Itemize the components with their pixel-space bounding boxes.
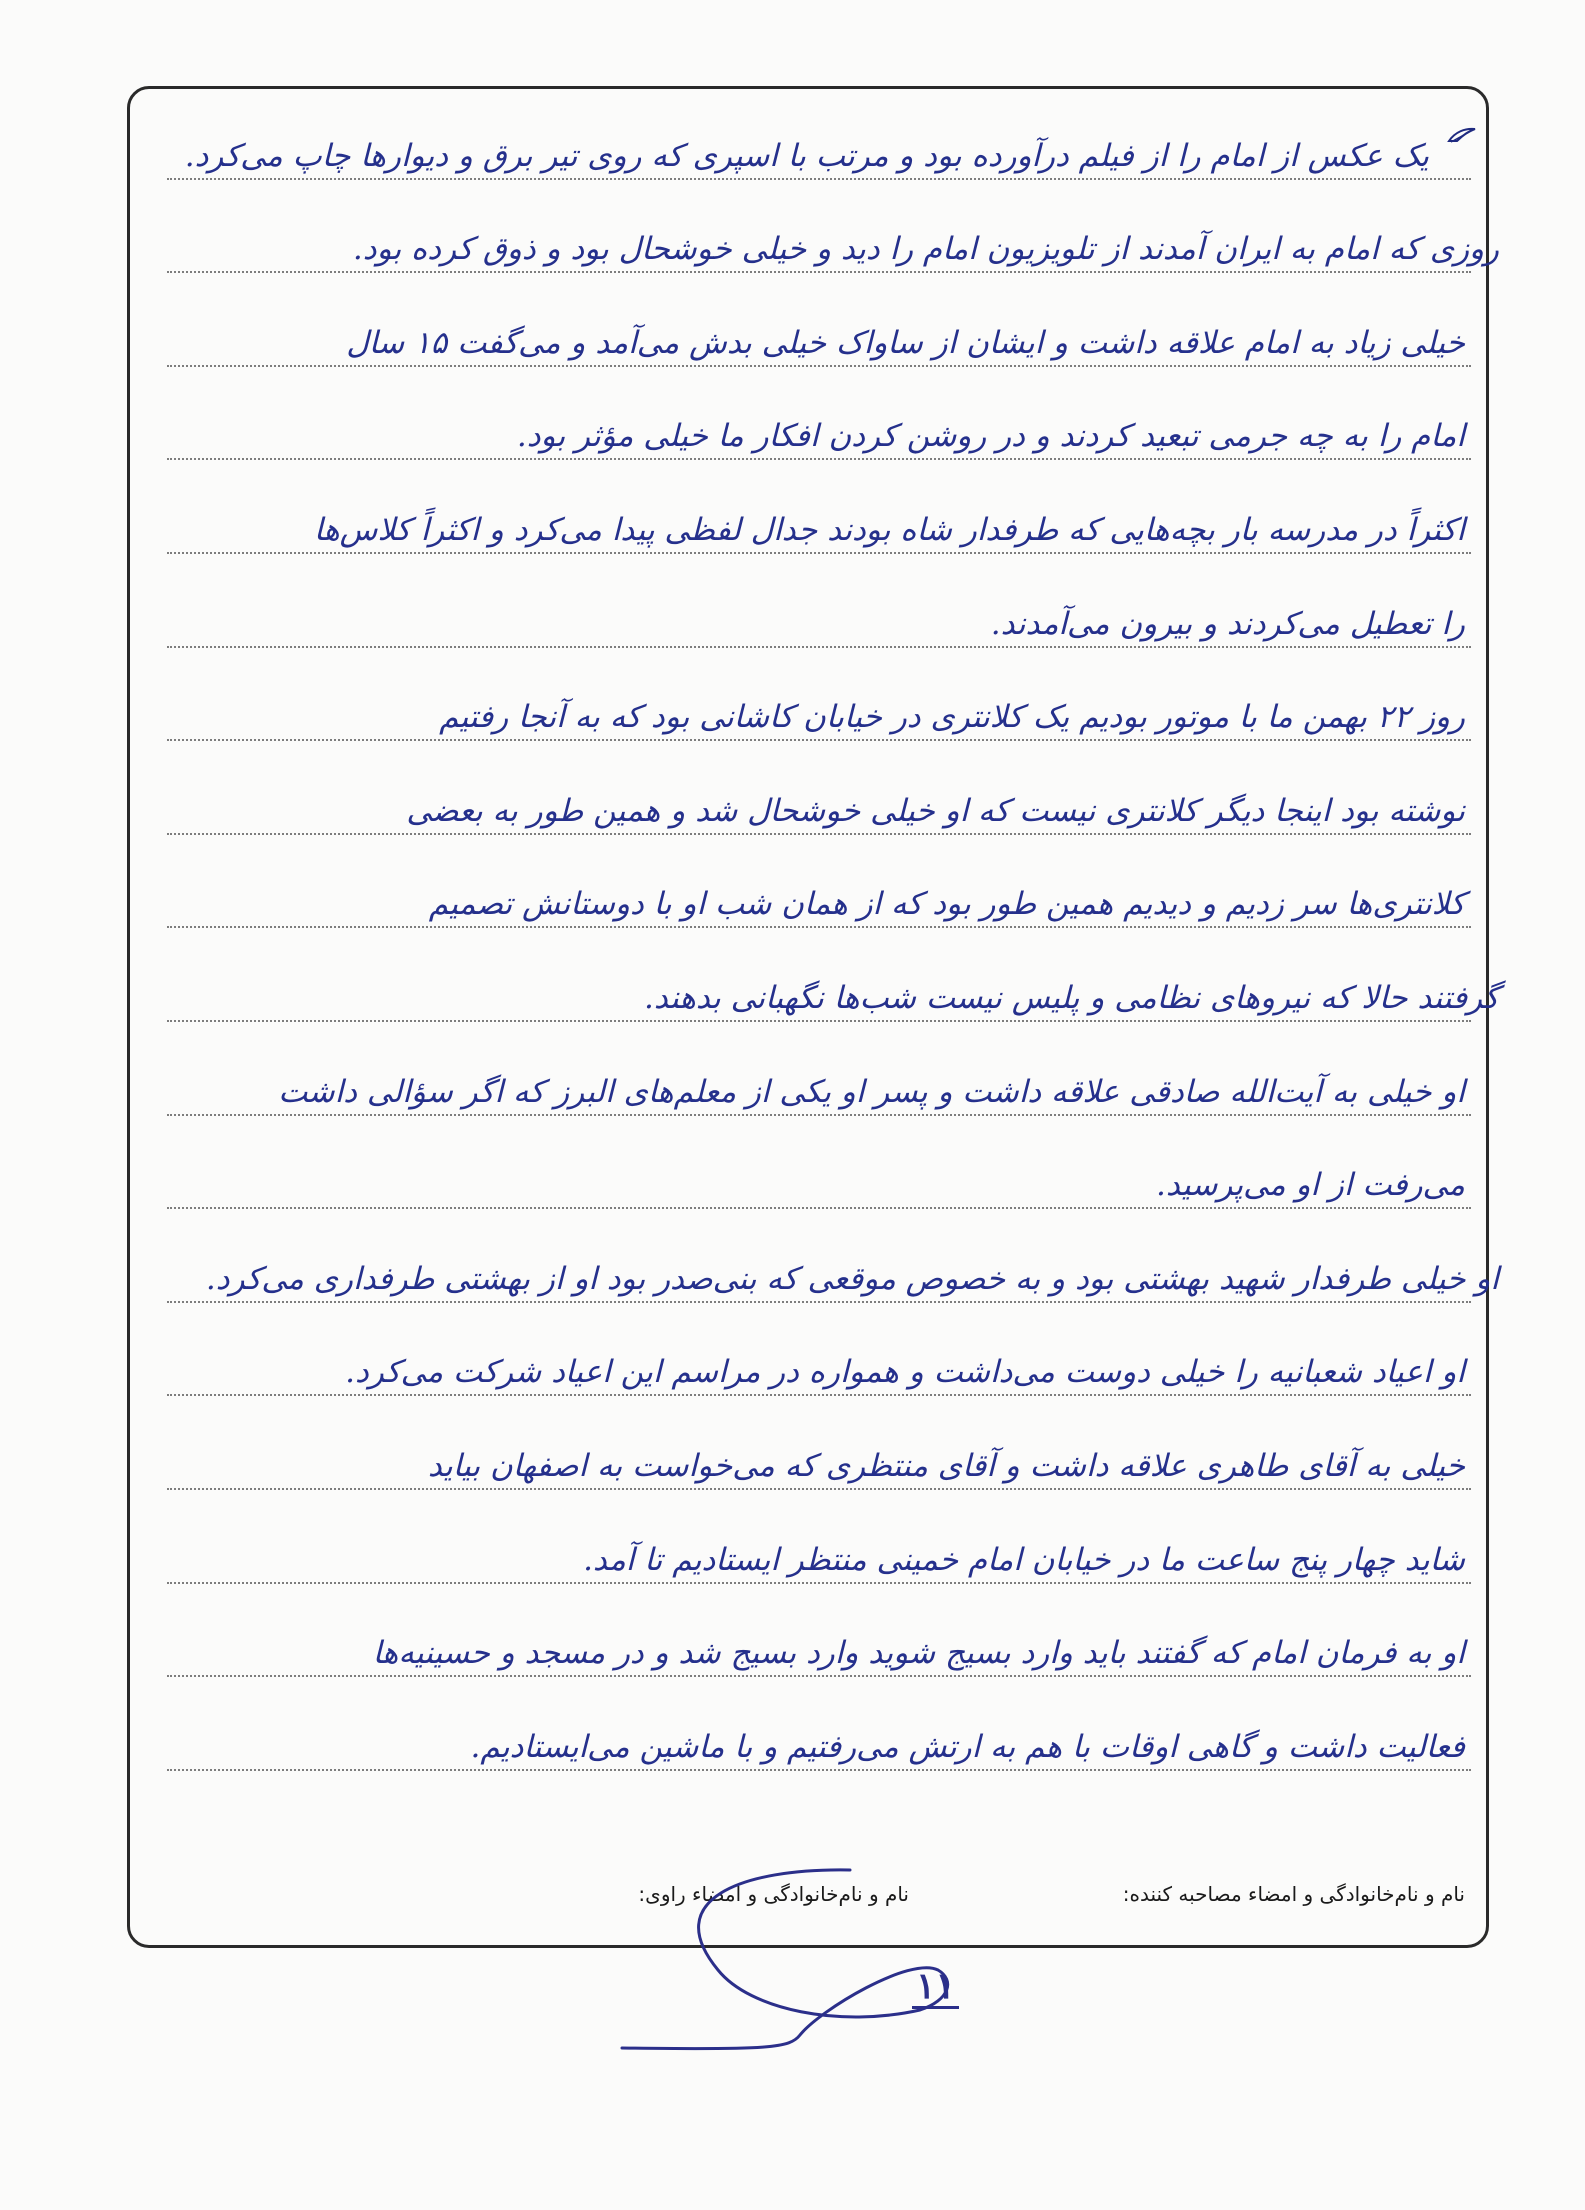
text-line: می‌رفت از او می‌پرسید. bbox=[127, 1130, 1489, 1224]
text-line: او خیلی طرفدار شهید بهشتی بود و به خصوص موقعی که بنی‌صدر بود او از بهشتی طرفداری می‌کرد. bbox=[127, 1223, 1489, 1317]
text-line: نوشته بود اینجا دیگر کلانتری نیست که او خیلی خوشحال شد و همین طور به بعضی bbox=[127, 755, 1489, 849]
text-line: خیلی به آقای طاهری علاقه داشت و آقای منتظری که می‌خواست به اصفهان بیاید bbox=[127, 1410, 1489, 1504]
text-line: او خیلی به آیت‌الله صادقی علاقه داشت و پسر او یکی از معلم‌های البرز که اگر سؤالی داشت bbox=[127, 1036, 1489, 1130]
text-line: او اعیاد شعبانیه را خیلی دوست می‌داشت و همواره در مراسم این اعیاد شرکت می‌کرد. bbox=[127, 1317, 1489, 1411]
text-line: را تعطیل می‌کردند و بیرون می‌آمدند. bbox=[127, 568, 1489, 662]
text-line: یک عکس از امام را از فیلم درآورده بود و مرتب با اسپری که روی تیر برق و دیوارها چاپ می‌کرد. bbox=[127, 100, 1489, 194]
text-line: کلانتری‌ها سر زدیم و دیدیم همین طور بود که از همان شب او با دوستانش تصمیم bbox=[127, 849, 1489, 943]
text-line: روزی که امام به ایران آمدند از تلویزیون امام را دید و خیلی خوشحال بود و ذوق کرده بود. bbox=[127, 194, 1489, 288]
text-line: گرفتند حالا که نیروهای نظامی و پلیس نیست شب‌ها نگهبانی بدهند. bbox=[127, 942, 1489, 1036]
text-line: خیلی زیاد به امام علاقه داشت و ایشان از ساواک خیلی بدش می‌آمد و می‌گفت ۱۵ سال bbox=[127, 287, 1489, 381]
page-number: ۱۱ bbox=[912, 1968, 959, 2009]
handwritten-signature bbox=[620, 1860, 960, 2060]
text-line: او به فرمان امام که گفتند باید وارد بسیج شوید وارد بسیج شد و در مسجد و حسینیه‌ها bbox=[127, 1598, 1489, 1692]
text-line: روز ۲۲ بهمن ما با موتور بودیم یک کلانتری در خیابان کاشانی بود که به آنجا رفتیم bbox=[127, 662, 1489, 756]
interviewer-signature-label: نام و نام‌خانوادگی و امضاء مصاحبه کننده: bbox=[1122, 1882, 1465, 1906]
narrator-signature-label: نام و نام‌خانوادگی و امضاء راوی: bbox=[638, 1882, 909, 1906]
text-line: اکثراً در مدرسه بار بچه‌هایی که طرفدار شاه بودند جدال لفظی پیدا می‌کرد و اکثراً کلاس‌ها bbox=[127, 474, 1489, 568]
text-line: شاید چهار پنج ساعت ما در خیابان امام خمینی منتظر ایستادیم تا آمد. bbox=[127, 1504, 1489, 1598]
handwritten-body bbox=[127, 100, 1499, 1785]
text-line: فعالیت داشت و گاهی اوقات با هم به ارتش می‌رفتیم و با ماشین می‌ایستادیم. bbox=[127, 1691, 1489, 1785]
text-line: امام را به چه جرمی تبعید کردند و در روشن کردن افکار ما خیلی مؤثر بود. bbox=[127, 381, 1489, 475]
